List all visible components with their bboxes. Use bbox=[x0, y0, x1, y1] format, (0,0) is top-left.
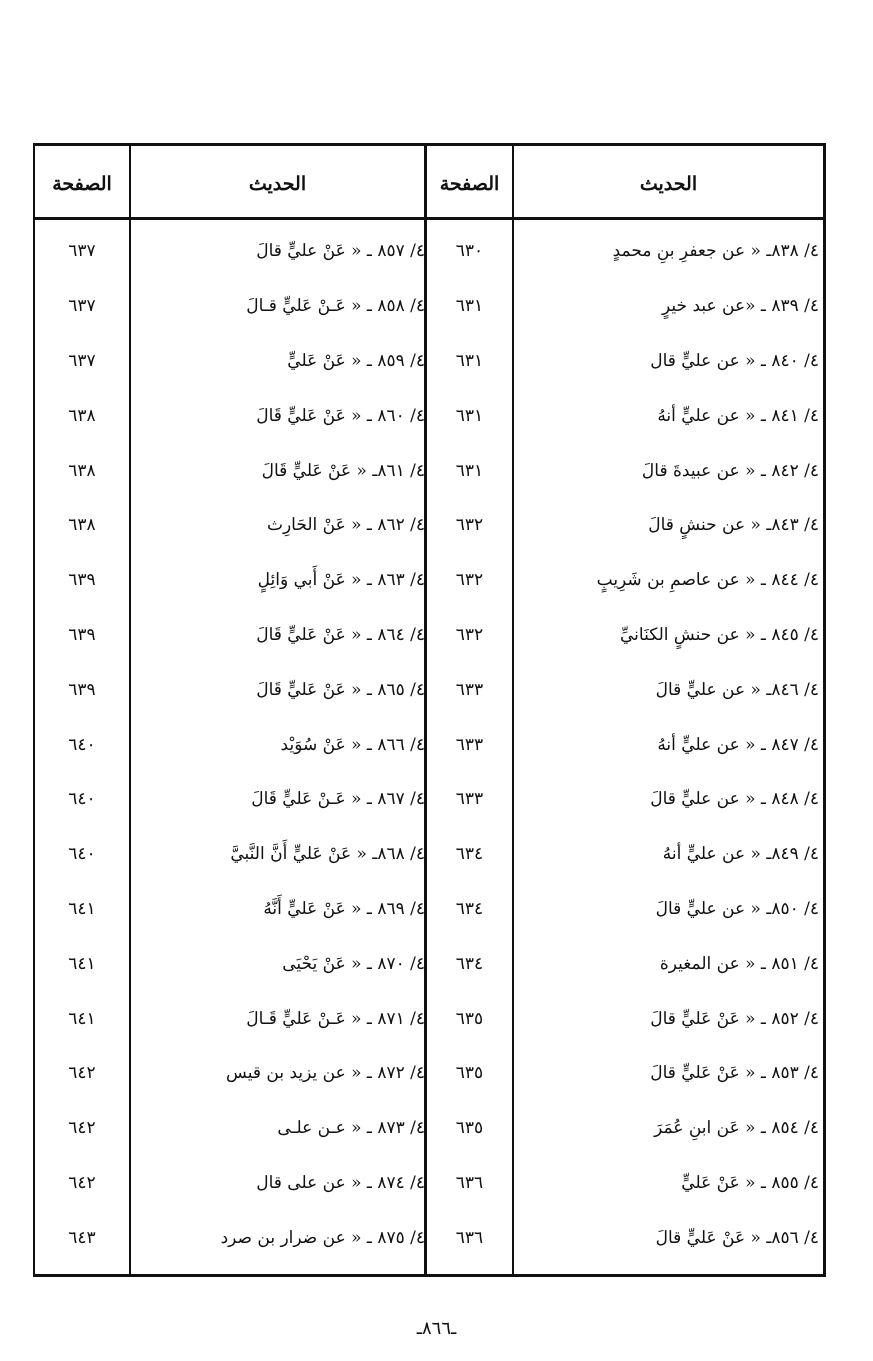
page-number-cell: ٦٤١ bbox=[68, 898, 96, 919]
hadith-cell: ٤/ ٨٧٤ ـ « عن على قال bbox=[256, 1172, 425, 1193]
page-number-cell: ٦٤١ bbox=[68, 1008, 96, 1029]
page-number-cell: ٦٣٧ bbox=[68, 350, 96, 371]
hadith-cell: ٤/ ٨٣٩ ـ «عن عبد خيرٍ bbox=[662, 296, 819, 317]
page-number-cell: ٦٣٥ bbox=[455, 1118, 484, 1139]
page-number-cell: ٦٣٨ bbox=[68, 405, 96, 426]
hadith-cell: ٤/ ٨٧٢ ـ « عن يزيد بن قيس bbox=[226, 1063, 425, 1084]
hadith-cell: ٤/ ٨٤٣ـ « عن حنشٍ قالَ bbox=[648, 515, 819, 536]
hadith-cell: ٤/ ٨٦٦ ـ « عَنْ سُوَيْد bbox=[280, 734, 425, 755]
page-number-cell: ٦٣٨ bbox=[68, 460, 96, 481]
hadith-cell: ٤/ ٨٥٦ـ « عَنْ عَليٍّ قالَ bbox=[655, 1227, 819, 1248]
hadith-cell: ٤/ ٨٧٣ ـ « عـن علـى bbox=[277, 1118, 425, 1139]
hadith-cell: ٤/ ٨٤١ ـ « عن عليٍّ أنهُ bbox=[657, 405, 819, 426]
table-row bbox=[35, 553, 823, 608]
hadith-cell: ٤/ ٨٣٨ـ « عن جعفرِ بنِ محمدٍ bbox=[612, 241, 819, 262]
page-number-cell: ٦٣٤ bbox=[455, 844, 484, 865]
hadith-cell: ٤/ ٨٤٤ ـ « عن عاصمِ بن شَرِيبٍ bbox=[596, 570, 819, 591]
page-number-cell: ٦٣٧ bbox=[68, 296, 96, 317]
page-number-cell: ٦٣٦ bbox=[455, 1227, 484, 1248]
page-number-cell: ٦٣٣ bbox=[455, 734, 484, 755]
table-row bbox=[35, 717, 823, 772]
hadith-cell: ٤/ ٨٥٨ ـ « عَـنْ عَليٍّ قـالَ bbox=[246, 296, 425, 317]
page-number-cell: ٦٣١ bbox=[455, 296, 484, 317]
table-row bbox=[35, 388, 823, 443]
hadith-cell: ٤/ ٨٥١ ـ « عن المغيرة bbox=[659, 953, 819, 974]
page-number-cell: ٦٣١ bbox=[455, 460, 484, 481]
hadith-cell: ٤/ ٨٦٩ ـ « عَنْ عَليٍّ أَنَّهُ bbox=[263, 898, 425, 919]
page-number-cell: ٦٣١ bbox=[455, 350, 484, 371]
page-number-cell: ٦٣٠ bbox=[455, 241, 484, 262]
page-number-cell: ٦٣٤ bbox=[455, 898, 484, 919]
header-divider bbox=[35, 217, 823, 220]
page-number-cell: ٦٣٥ bbox=[455, 1008, 484, 1029]
page-number-cell: ٦٣٣ bbox=[455, 789, 484, 810]
page-number-cell: ٦٣٤ bbox=[455, 953, 484, 974]
hadith-cell: ٤/ ٨٤٨ ـ « عن عليٍّ قالَ bbox=[650, 789, 819, 810]
page-number-cell: ٦٣٧ bbox=[68, 241, 96, 262]
hadith-cell: ٤/ ٨٥٣ ـ « عَنْ عَليٍّ قالَ bbox=[650, 1063, 819, 1084]
hadith-cell: ٤/ ٨٤٢ ـ « عن عبيدةَ قالَ bbox=[641, 460, 819, 481]
table-row bbox=[35, 608, 823, 663]
page-number-cell: ٦٤٢ bbox=[68, 1172, 96, 1193]
hadith-cell: ٤/ ٨٦٠ ـ « عَنْ عَليٍّ قَالَ bbox=[256, 405, 425, 426]
page-number-cell: ٦٣٨ bbox=[68, 515, 96, 536]
hadith-cell: ٤/ ٨٥٩ ـ « عَنْ عَليٍّ bbox=[287, 350, 425, 371]
table-row bbox=[35, 827, 823, 882]
table-row bbox=[35, 1210, 823, 1265]
page-number-cell: ٦٣٩ bbox=[68, 624, 96, 645]
hadith-cell: ٤/ ٨٦١ـ « عَنْ عَليٍّ قَالَ bbox=[261, 460, 425, 481]
hadith-cell: ٤/ ٨٧١ ـ « عَـنْ عَليٍّ قَـالَ bbox=[246, 1008, 425, 1029]
page-number-cell: ٦٤٣ bbox=[68, 1227, 96, 1248]
page-number-cell: ٦٣١ bbox=[455, 405, 484, 426]
hadith-cell: ٤/ ٨٥٢ ـ « عَنْ عَليٍّ قالَ bbox=[650, 1008, 819, 1029]
table-row bbox=[35, 498, 823, 553]
hadith-cell: ٤/ ٨٤٠ ـ « عن عليٍّ قال bbox=[650, 350, 819, 371]
table-row bbox=[35, 662, 823, 717]
page-number-cell: ٦٣٢ bbox=[455, 570, 484, 591]
hadith-cell: ٤/ ٨٤٧ ـ « عن عليٍّ أنهُ bbox=[657, 734, 819, 755]
page-number-cell: ٦٣٩ bbox=[68, 679, 96, 700]
hadith-cell: ٤/ ٨٦٢ ـ « عَنْ الحَارِث bbox=[266, 515, 425, 536]
table-row bbox=[35, 224, 823, 279]
hadith-cell: ٤/ ٨٦٣ ـ « عَنْ أَبي وَائِلٍ bbox=[257, 570, 425, 591]
page-number-cell: ٦٤٢ bbox=[68, 1118, 96, 1139]
hadith-cell: ٤/ ٨٧٥ ـ « عن ضرار بن صرد bbox=[220, 1227, 425, 1248]
page-number-cell: ٦٣٩ bbox=[68, 570, 96, 591]
table-row bbox=[35, 772, 823, 827]
header-hadith-left: الحديث bbox=[248, 173, 307, 195]
table-row bbox=[35, 991, 823, 1046]
index-table bbox=[33, 143, 826, 1277]
hadith-cell: ٤/ ٨٥٥ ـ « عَنْ عَليٍّ bbox=[681, 1172, 819, 1193]
page-number-cell: ٦٣٢ bbox=[455, 515, 484, 536]
hadith-cell: ٤/ ٨٧٠ ـ « عَنْ يَحْيَى bbox=[282, 953, 425, 974]
table-row bbox=[35, 1101, 823, 1156]
page-number-cell: ٦٤٠ bbox=[68, 789, 96, 810]
hadith-cell: ٤/ ٨٦٥ ـ « عَنْ عَليٍّ قَالَ bbox=[256, 679, 425, 700]
table-row bbox=[35, 936, 823, 991]
table-row bbox=[35, 1156, 823, 1211]
hadith-cell: ٤/ ٨٥٤ ـ « عَن ابنِ عُمَرَ bbox=[654, 1118, 819, 1139]
hadith-cell: ٤/ ٨٤٦ـ « عن عليٍّ قالَ bbox=[655, 679, 819, 700]
page-number-cell: ٦٤٠ bbox=[68, 844, 96, 865]
table-row bbox=[35, 279, 823, 334]
hadith-cell: ٤/ ٨٥٠ـ « عن عليٍّ قالَ bbox=[655, 898, 819, 919]
page-number-cell: ٦٤١ bbox=[68, 953, 96, 974]
page-number-cell: ٦٣٥ bbox=[455, 1063, 484, 1084]
hadith-cell: ٤/ ٨٦٤ ـ « عَنْ عَليٍّ قَالَ bbox=[256, 624, 425, 645]
hadith-cell: ٤/ ٨٤٩ـ « عن عليٍّ أنهُ bbox=[662, 844, 819, 865]
page-number-footer: ـ٨٦٦ـ bbox=[416, 1318, 457, 1339]
table-row bbox=[35, 882, 823, 937]
table-body bbox=[35, 224, 823, 1265]
page-number-cell: ٦٣٦ bbox=[455, 1172, 484, 1193]
header-page-left: الصفحة bbox=[52, 173, 112, 195]
page-number-cell: ٦٣٢ bbox=[455, 624, 484, 645]
hadith-cell: ٤/ ٨٦٧ ـ « عَـنْ عَليٍّ قَالَ bbox=[251, 789, 425, 810]
hadith-cell: ٤/ ٨٦٨ـ « عَنْ عَليٍّ أَنَّ النَّبيَّ bbox=[230, 844, 425, 865]
page-number-cell: ٦٤٠ bbox=[68, 734, 96, 755]
page-number-cell: ٦٤٢ bbox=[68, 1063, 96, 1084]
hadith-cell: ٤/ ٨٥٧ ـ « عَنْ عليٍّ قالَ bbox=[256, 241, 425, 262]
header-hadith-right: الحديث bbox=[639, 173, 698, 195]
table-row bbox=[35, 334, 823, 389]
header-page-right: الصفحة bbox=[439, 173, 500, 195]
page-number-cell: ٦٣٣ bbox=[455, 679, 484, 700]
table-row bbox=[35, 443, 823, 498]
table-row bbox=[35, 1046, 823, 1101]
hadith-cell: ٤/ ٨٤٥ ـ « عن حنشٍ الكنَانيِّ bbox=[620, 624, 819, 645]
